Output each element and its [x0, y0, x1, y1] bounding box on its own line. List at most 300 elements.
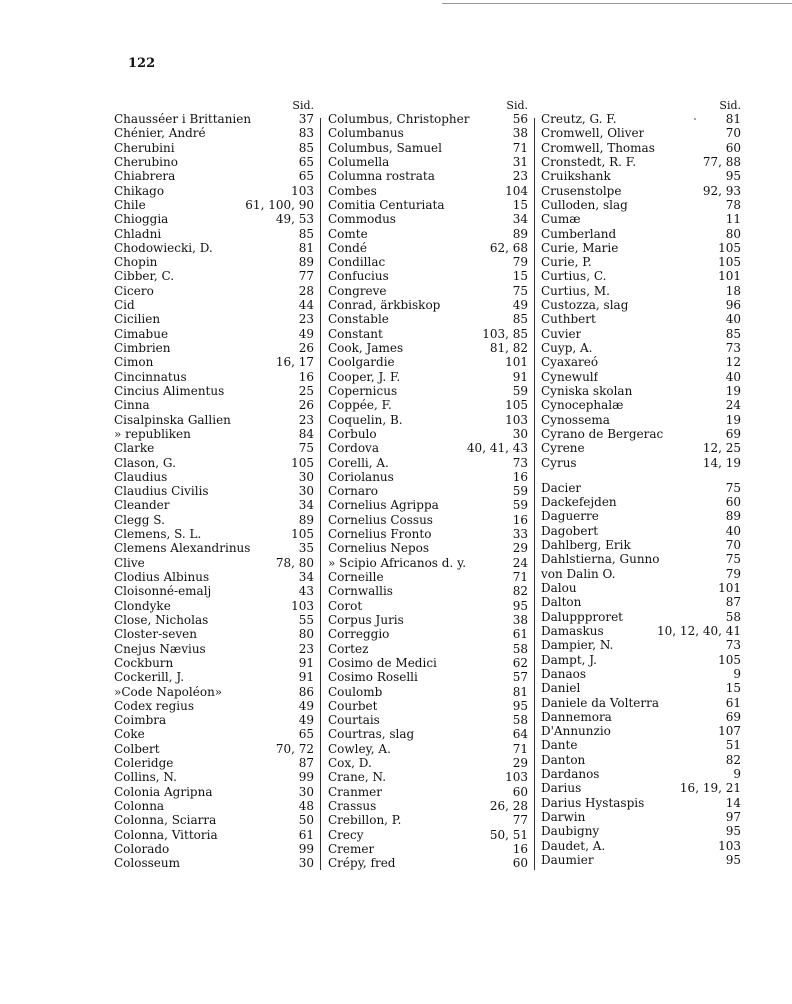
entry-name: » Scipio Africanos d. y. — [328, 555, 467, 570]
entry-pages: 80 — [298, 627, 314, 642]
entry-name: Curtius, C. — [541, 269, 607, 284]
entry-pages: 61, 100, 90 — [245, 197, 314, 212]
entry-name: Cockerill, J. — [114, 670, 185, 685]
entry-name: Corpus Juris — [328, 612, 404, 627]
index-entry — [114, 627, 314, 641]
entry-name: Cloisonné-emalj — [114, 584, 212, 599]
entry-name: Cynewulf — [541, 369, 599, 384]
entry-pages: 30 — [298, 484, 314, 499]
entry-name: Collins, N. — [114, 770, 177, 785]
entry-pages: 75 — [298, 441, 314, 456]
entry-name: Copernicus — [328, 383, 398, 398]
entry-name: Daguerre — [541, 509, 599, 524]
entry-name: Cynossema — [541, 412, 610, 427]
entry-name: Cromwell, Thomas — [541, 140, 655, 155]
index-entry — [114, 470, 314, 484]
index-entry — [328, 255, 528, 269]
column-divider — [534, 118, 535, 870]
index-entry — [114, 813, 314, 827]
entry-pages: 95 — [512, 598, 528, 613]
entry-pages: 89 — [512, 226, 528, 241]
index-entry — [541, 581, 741, 595]
entry-name: Coppée, F. — [328, 398, 392, 413]
entry-name: Cronstedt, R. F. — [541, 154, 637, 169]
entry-pages: 78 — [725, 197, 741, 212]
entry-name: Courbet — [328, 698, 378, 713]
entry-name: Chiabrera — [114, 169, 176, 184]
entry-name: Clegg S. — [114, 512, 165, 527]
entry-name: Cromwell, Oliver — [541, 126, 645, 141]
entry-name: Daniel — [541, 681, 581, 696]
entry-pages: 101 — [718, 581, 741, 595]
entry-pages: 44 — [298, 298, 314, 313]
entry-name: Daumier — [541, 852, 594, 867]
index-entry — [328, 269, 528, 283]
entry-name: Cremer — [328, 841, 375, 856]
index-entry — [328, 427, 528, 441]
entry-pages: 95 — [725, 852, 741, 867]
entry-name: Cicero — [114, 283, 154, 298]
entry-pages: 16, 19, 21 — [679, 781, 741, 796]
index-entry — [541, 781, 741, 795]
entry-name: von Dalin O. — [541, 566, 616, 581]
column-divider — [320, 118, 321, 870]
page-number: 122 — [128, 56, 156, 71]
index-entry — [328, 570, 528, 584]
entry-pages: 15 — [725, 681, 741, 696]
entry-pages: 14, 19 — [702, 455, 741, 470]
entry-name: Columbus, Christopher — [328, 112, 470, 126]
entry-pages: 37 — [298, 112, 314, 126]
index-entry — [114, 370, 314, 384]
index-entry — [541, 810, 741, 824]
entry-name: Daudet, A. — [541, 838, 606, 853]
entry-pages: 71 — [512, 741, 528, 756]
entry-name: Commodus — [328, 212, 396, 227]
entry-name: Colorado — [114, 841, 170, 856]
index-entry — [541, 212, 741, 226]
index-entry — [328, 799, 528, 813]
entry-name: Cuvier — [541, 326, 582, 341]
index-entry — [541, 241, 741, 255]
index-entry — [114, 298, 314, 312]
index-entry — [328, 828, 528, 842]
entry-pages: 103 — [291, 598, 314, 613]
index-entry — [328, 126, 528, 140]
entry-pages: 103 — [718, 838, 741, 853]
entry-pages: 60 — [512, 784, 528, 799]
index-entry — [328, 441, 528, 455]
entry-pages: 70 — [725, 538, 741, 553]
index-entry — [114, 799, 314, 813]
entry-name: Cumæ — [541, 212, 581, 227]
entry-pages: 77, 88 — [702, 154, 741, 169]
entry-pages: 58 — [512, 641, 528, 656]
entry-name: Coulomb — [328, 684, 383, 699]
index-entry — [328, 727, 528, 741]
index-entry — [114, 856, 314, 870]
index-entry — [328, 456, 528, 470]
entry-name: Clarke — [114, 441, 155, 456]
index-entry — [541, 413, 741, 427]
index-entry — [328, 713, 528, 727]
entry-name: Chopin — [114, 255, 158, 270]
index-entry — [114, 441, 314, 455]
entry-name: Cox, D. — [328, 756, 372, 771]
entry-pages: 24 — [512, 555, 528, 570]
index-entry — [328, 699, 528, 713]
entry-name: Closter-seven — [114, 627, 197, 642]
entry-pages: 50, 51 — [489, 827, 528, 842]
index-entry — [541, 710, 741, 724]
index-entry — [114, 284, 314, 298]
entry-pages: 57 — [512, 670, 528, 685]
index-entry — [541, 269, 741, 283]
entry-pages: 103, 85 — [482, 326, 528, 341]
entry-pages: 55 — [298, 612, 314, 627]
index-entry — [541, 767, 741, 781]
index-entry — [328, 742, 528, 756]
entry-pages: 73 — [725, 341, 741, 355]
entry-name: Cortez — [328, 641, 369, 656]
index-entry — [541, 509, 741, 523]
entry-pages: 105 — [718, 652, 741, 667]
index-entry — [328, 355, 528, 369]
entry-pages: 16 — [512, 469, 528, 484]
entry-pages: 87 — [725, 595, 741, 610]
entry-name: Chénier, André — [114, 126, 206, 141]
entry-name: Cimabue — [114, 326, 169, 341]
index-entry — [328, 513, 528, 527]
index-entry — [541, 398, 741, 412]
index-entry — [541, 298, 741, 312]
index-entry — [114, 756, 314, 770]
entry-pages: 29 — [512, 756, 528, 771]
entry-name: Dahlstierna, Gunno — [541, 552, 660, 567]
entry-name: Cook, James — [328, 341, 404, 355]
entry-name: Cuthbert — [541, 312, 596, 327]
entry-name: Columna rostrata — [328, 169, 435, 184]
entry-name: Chladni — [114, 226, 162, 241]
entry-pages: 83 — [298, 126, 314, 141]
entry-name: Dannemora — [541, 709, 612, 724]
entry-pages: 91 — [298, 670, 314, 685]
index-entry — [114, 484, 314, 498]
index-entry — [114, 556, 314, 570]
entry-pages: 91 — [512, 369, 528, 384]
entry-pages: 23 — [298, 412, 314, 427]
entry-name: Comte — [328, 226, 368, 241]
index-entry — [114, 727, 314, 741]
entry-pages: 59 — [512, 498, 528, 513]
sid-header: Sid. — [292, 99, 314, 112]
entry-pages: 65 — [298, 727, 314, 742]
entry-name: Chioggia — [114, 212, 169, 227]
entry-pages: 30 — [298, 784, 314, 799]
entry-pages: 77 — [298, 269, 314, 284]
entry-pages: 16 — [512, 512, 528, 527]
entry-name: Cnejus Nævius — [114, 641, 206, 656]
entry-pages: 89 — [298, 512, 314, 527]
entry-pages: 91 — [298, 655, 314, 670]
index-entry — [114, 184, 314, 198]
index-entry — [328, 284, 528, 298]
entry-name: Cicilien — [114, 312, 161, 327]
index-entry — [328, 212, 528, 226]
index-entry — [328, 370, 528, 384]
entry-name: Cosimo Roselli — [328, 670, 418, 685]
entry-pages: 28 — [298, 283, 314, 298]
entry-pages: 33 — [512, 527, 528, 542]
index-entry — [328, 398, 528, 412]
entry-name: Cherubino — [114, 154, 178, 169]
entry-pages: 12 — [725, 355, 741, 370]
index-entry — [328, 241, 528, 255]
entry-name: Crusenstolpe — [541, 183, 622, 198]
entry-pages: 18 — [725, 283, 741, 298]
entry-name: Cumberland — [541, 226, 617, 241]
entry-pages: 73 — [725, 638, 741, 653]
entry-name: Combes — [328, 183, 377, 198]
entry-name: Cyaxareó — [541, 355, 599, 370]
index-entry — [114, 355, 314, 369]
index-entry — [541, 255, 741, 269]
index-entry — [541, 184, 741, 198]
entry-pages: 75 — [725, 552, 741, 567]
index-entry — [328, 413, 528, 427]
entry-pages: 62 — [512, 655, 528, 670]
index-entry — [541, 595, 741, 609]
entry-name: Cid — [114, 298, 135, 313]
entry-pages: 58 — [512, 713, 528, 728]
entry-name: Cornelius Cossus — [328, 512, 433, 527]
entry-pages: 19 — [725, 383, 741, 398]
entry-name: Cranmer — [328, 784, 383, 799]
entry-name: Coquelin, B. — [328, 412, 403, 427]
print-speck — [694, 118, 696, 120]
index-entry — [328, 298, 528, 312]
index-entry — [541, 681, 741, 695]
entry-pages: 97 — [725, 810, 741, 824]
entry-pages: 79 — [512, 255, 528, 270]
index-entry — [328, 556, 528, 570]
entry-pages: 11 — [725, 212, 741, 227]
index-entry — [328, 498, 528, 512]
entry-pages: 81, 82 — [489, 341, 528, 355]
entry-name: Darwin — [541, 810, 586, 824]
index-entry — [541, 126, 741, 140]
entry-name: Crépy, fred — [328, 856, 396, 871]
entry-name: Cooper, J. F. — [328, 369, 401, 384]
index-entry — [328, 312, 528, 326]
index-entry — [328, 785, 528, 799]
entry-name: Cockburn — [114, 655, 174, 670]
index-entry — [328, 613, 528, 627]
entry-name: Dante — [541, 738, 578, 753]
entry-pages: 81 — [725, 112, 741, 126]
entry-name: Constable — [328, 312, 389, 327]
entry-name: Columella — [328, 154, 390, 169]
entry-name: Cornelius Fronto — [328, 527, 432, 542]
entry-name: Condillac — [328, 255, 386, 270]
entry-pages: 70 — [725, 126, 741, 141]
index-entry — [328, 327, 528, 341]
index-entry — [328, 141, 528, 155]
entry-name: Dalton — [541, 595, 582, 610]
index-entry — [114, 456, 314, 470]
entry-name: Curtius, M. — [541, 283, 610, 298]
index-entry — [114, 112, 314, 126]
index-entry — [541, 355, 741, 369]
entry-pages: 38 — [512, 126, 528, 141]
entry-pages: 12, 25 — [702, 441, 741, 456]
entry-name: Coke — [114, 727, 145, 742]
index-entry — [114, 828, 314, 842]
top-rule — [442, 3, 792, 4]
entry-pages: 87 — [298, 756, 314, 771]
entry-name: Cruikshank — [541, 169, 611, 184]
index-entry — [328, 470, 528, 484]
index-entry — [541, 456, 741, 470]
index-entry — [328, 656, 528, 670]
entry-pages: 40 — [725, 312, 741, 327]
index-entry — [114, 670, 314, 684]
entry-name: Coriolanus — [328, 469, 394, 484]
entry-name: Cherubini — [114, 140, 175, 155]
entry-pages: 19 — [725, 412, 741, 427]
index-column-3 — [541, 100, 741, 867]
entry-pages: 75 — [725, 480, 741, 495]
index-entry — [541, 624, 741, 638]
index-entry — [114, 198, 314, 212]
entry-name: » republiken — [114, 426, 191, 441]
entry-pages: 103 — [505, 770, 528, 785]
index-entry — [114, 427, 314, 441]
entry-name: Colonna, Sciarra — [114, 813, 217, 828]
index-entry — [114, 685, 314, 699]
entry-pages: 60 — [725, 140, 741, 155]
entry-name: Chausséer i Brittanien — [114, 112, 252, 126]
index-entry — [541, 227, 741, 241]
entry-pages: 82 — [725, 752, 741, 767]
index-entry — [328, 584, 528, 598]
index-entry — [328, 627, 528, 641]
entry-pages: 23 — [298, 312, 314, 327]
entry-pages: 77 — [512, 813, 528, 828]
entry-pages: 24 — [725, 398, 741, 413]
entry-pages: 103 — [291, 183, 314, 198]
entry-pages: 34 — [512, 212, 528, 227]
entry-name: Cyrano de Bergerac — [541, 426, 664, 441]
entry-name: Cimon — [114, 355, 154, 370]
index-entry — [114, 713, 314, 727]
index-entry — [114, 527, 314, 541]
index-entry — [328, 184, 528, 198]
entry-name: Cosimo de Medici — [328, 655, 437, 670]
entry-pages: 105 — [291, 527, 314, 542]
entry-pages: 25 — [298, 383, 314, 398]
entry-name: Conrad, ärkbiskop — [328, 298, 441, 313]
entry-name: Danaos — [541, 666, 587, 681]
index-entry — [328, 856, 528, 870]
entry-name: Correggio — [328, 627, 390, 642]
index-column-2 — [328, 100, 528, 871]
entry-pages: 16, 17 — [275, 355, 314, 370]
index-entry — [541, 370, 741, 384]
entry-name: Cornelius Nepos — [328, 541, 430, 556]
entry-name: Crassus — [328, 799, 377, 813]
entry-pages: 15 — [512, 269, 528, 284]
entry-pages: 9 — [733, 767, 741, 782]
index-entry — [114, 584, 314, 598]
entry-pages: 95 — [512, 698, 528, 713]
entry-pages: 78, 80 — [275, 555, 314, 570]
entry-name: Clemens, S. L. — [114, 527, 202, 542]
entry-pages: 49 — [298, 713, 314, 728]
entry-pages: 101 — [718, 269, 741, 284]
entry-pages: 31 — [512, 154, 528, 169]
entry-name: Coolgardie — [328, 355, 395, 370]
entry-pages: 85 — [512, 312, 528, 327]
entry-name: Cinna — [114, 398, 150, 413]
index-entry — [328, 685, 528, 699]
entry-name: Dahlberg, Erik — [541, 538, 631, 553]
index-entry — [541, 198, 741, 212]
sid-header: Sid. — [506, 99, 528, 112]
index-entry — [114, 169, 314, 183]
entry-pages: 86 — [298, 684, 314, 699]
index-entry — [541, 552, 741, 566]
entry-name: Cuyp, A. — [541, 341, 593, 355]
index-entry — [328, 227, 528, 241]
entry-name: Colonna — [114, 799, 165, 813]
entry-name: Clodius Albinus — [114, 570, 210, 584]
index-entry — [541, 524, 741, 538]
entry-pages: 99 — [298, 841, 314, 856]
index-entry — [114, 642, 314, 656]
entry-name: Condé — [328, 240, 367, 255]
index-entry — [328, 541, 528, 555]
entry-name: Dardanos — [541, 767, 600, 782]
entry-pages: 51 — [725, 738, 741, 753]
entry-name: Cornelius Agrippa — [328, 498, 439, 513]
entry-pages: 15 — [512, 197, 528, 212]
entry-name: Cimbrien — [114, 341, 171, 355]
entry-pages: 89 — [298, 255, 314, 270]
entry-name: Colbert — [114, 741, 160, 756]
entry-name: Corelli, A. — [328, 455, 389, 470]
index-entry — [114, 842, 314, 856]
index-entry — [328, 842, 528, 856]
index-entry — [328, 642, 528, 656]
index-entry — [541, 427, 741, 441]
entry-pages: 34 — [298, 498, 314, 513]
index-entry — [114, 613, 314, 627]
entry-name: Clive — [114, 555, 145, 570]
entry-name: Codex regius — [114, 698, 195, 713]
entry-name: Creutz, G. F. — [541, 112, 617, 126]
index-entry — [328, 813, 528, 827]
entry-name: Damaskus — [541, 623, 604, 638]
entry-name: Dackefejden — [541, 495, 617, 510]
entry-pages: 95 — [725, 824, 741, 839]
entry-name: Columbanus — [328, 126, 404, 141]
entry-name: Confucius — [328, 269, 389, 284]
entry-pages: 82 — [512, 584, 528, 599]
index-entry — [114, 155, 314, 169]
entry-pages: 70, 72 — [275, 741, 314, 756]
entry-pages: 14 — [725, 795, 741, 810]
